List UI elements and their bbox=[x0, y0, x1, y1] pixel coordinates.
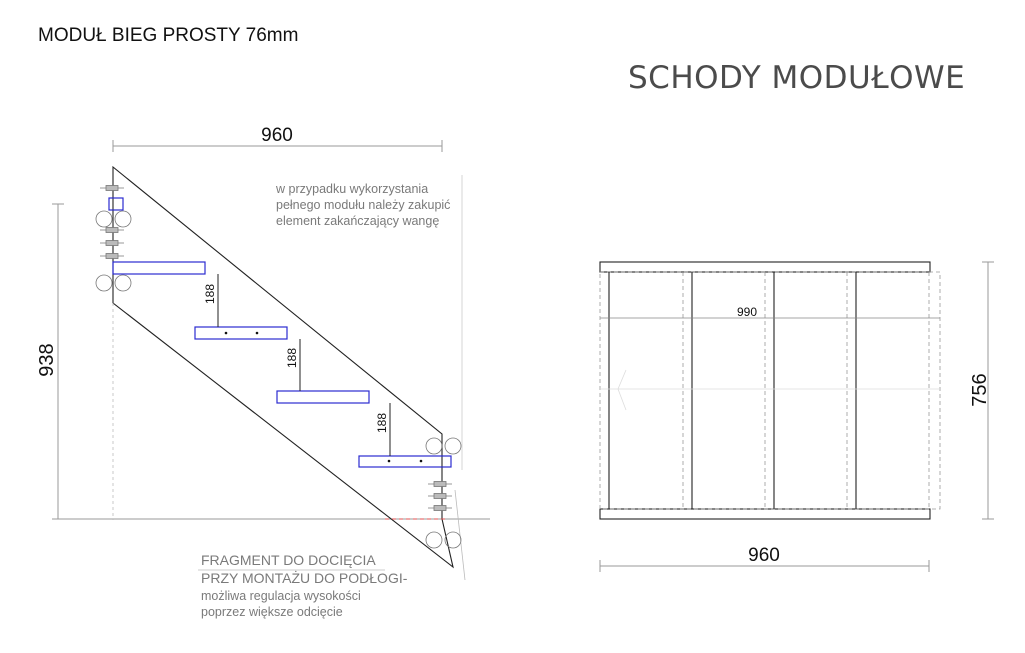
bottom-rail bbox=[600, 509, 930, 519]
height-dimension bbox=[52, 204, 490, 519]
inner-width-label: 990 bbox=[736, 305, 758, 319]
tread-2 bbox=[195, 327, 287, 339]
top-anchor-block bbox=[109, 198, 123, 210]
depth-label: 756 bbox=[969, 373, 991, 407]
bottom-note-line-1: FRAGMENT DO DOCIĘCIA bbox=[201, 552, 376, 568]
top-note-line-3: element zakańczający wangę bbox=[276, 214, 440, 228]
top-view bbox=[600, 262, 994, 572]
tread-1 bbox=[113, 262, 205, 274]
tread-4 bbox=[359, 456, 451, 467]
posts bbox=[609, 272, 856, 509]
width-label: 960 bbox=[261, 125, 293, 146]
top-note-line-2: pełnego modułu należy zakupić bbox=[276, 198, 451, 212]
rise-dimensions bbox=[218, 274, 390, 456]
rise-label-2: 188 bbox=[285, 347, 299, 369]
bottom-note-line-3: możliwa regulacja wysokości bbox=[201, 589, 361, 603]
brand-title: SCHODY MODUŁOWE bbox=[628, 60, 966, 96]
top-note bbox=[275, 182, 450, 228]
bottom-note bbox=[201, 552, 408, 619]
rise-label-3: 188 bbox=[375, 412, 389, 434]
cut-guide bbox=[455, 490, 465, 580]
top-view-width-label: 960 bbox=[748, 545, 780, 566]
top-rail bbox=[600, 262, 930, 272]
bottom-note-line-4: poprzez większe odcięcie bbox=[201, 605, 343, 619]
tread-3 bbox=[277, 391, 369, 403]
module-title: MODUŁ BIEG PROSTY 76mm bbox=[38, 25, 299, 46]
side-view bbox=[36, 125, 490, 619]
top-note-line-1: w przypadku wykorzystania bbox=[276, 182, 429, 196]
height-label: 938 bbox=[36, 343, 58, 377]
bottom-note-line-2: PRZY MONTAŻU DO PODŁOGI- bbox=[201, 570, 408, 586]
bottom-bolt-group bbox=[426, 438, 461, 548]
rise-label-1: 188 bbox=[203, 283, 217, 305]
